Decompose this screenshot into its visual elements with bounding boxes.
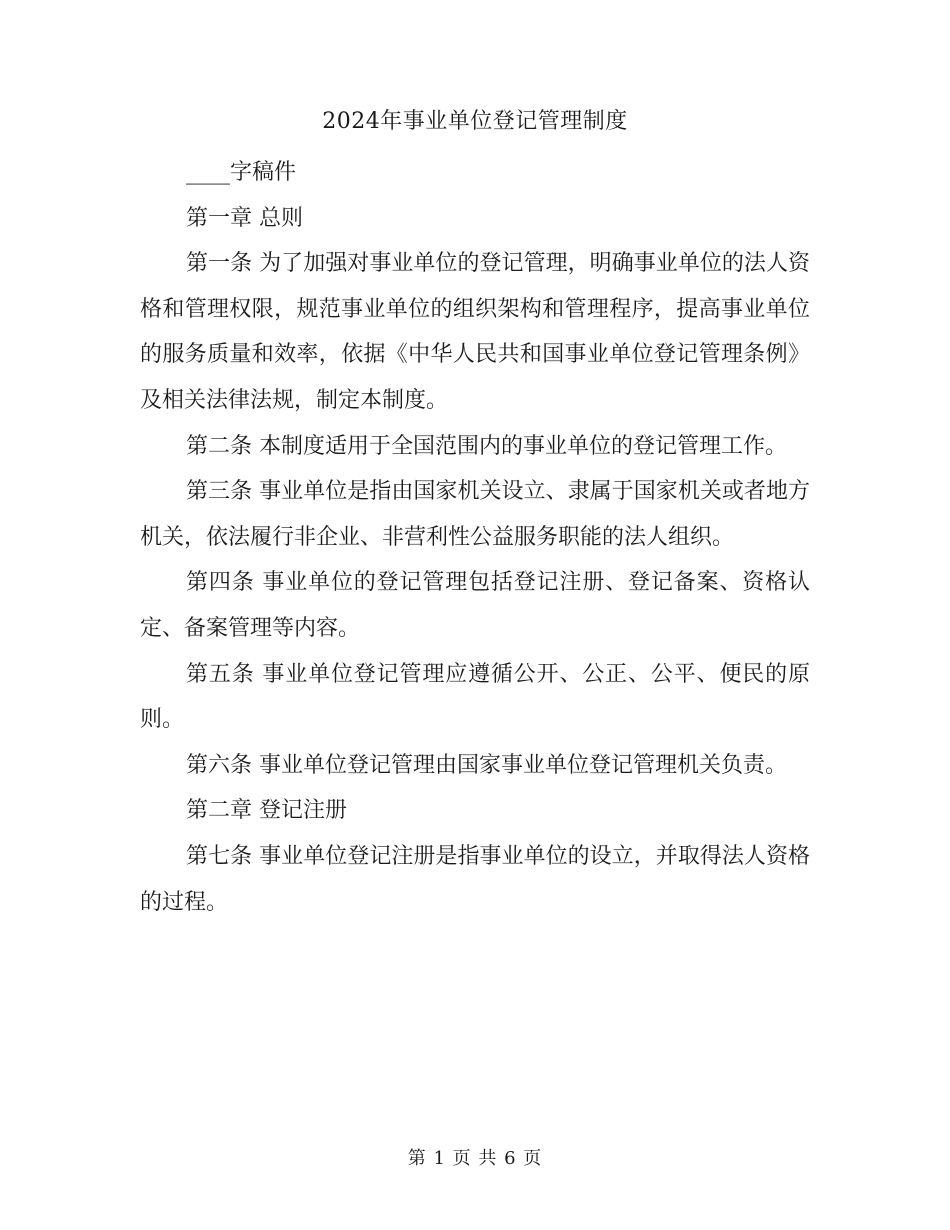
article-paragraph: 第二条 本制度适用于全国范围内的事业单位的登记管理工作。 (186, 433, 787, 459)
paragraph-subtitle: ____字稿件 (186, 160, 297, 185)
chapter-heading: 第二章 登记注册 (186, 798, 347, 824)
article-paragraph: 第一条 为了加强对事业单位的登记管理，明确事业单位的法人资格和管理权限，规范事业单位的组织架构和管理程序，提高事业单位的服务质量和效率，依据《中华人民共和国事业单位登记管理条例》及相关法律法规，制定本制度。 (140, 251, 810, 413)
page-footer: 第 1 页 共 6 页 (407, 1148, 543, 1169)
article-paragraph: 第三条 事业单位是指由国家机关设立、隶属于国家机关或者地方机关，依法履行非企业、非营利性公益服务职能的法人组织。 (140, 479, 810, 550)
article-paragraph: 第五条 事业单位登记管理应遵循公开、公正、公平、便民的原则。 (140, 661, 810, 733)
document-title: 2024年事业单位登记管理制度 (322, 109, 628, 134)
document-body (140, 150, 810, 925)
article-paragraph: 第四条 事业单位的登记管理包括登记注册、登记备案、资格认定、备案管理等内容。 (140, 570, 810, 641)
chapter-heading: 第一章 总则 (186, 205, 303, 231)
article-paragraph: 第六条 事业单位登记管理由国家事业单位登记管理机关负责。 (186, 752, 787, 778)
article-paragraph: 第七条 事业单位登记注册是指事业单位的设立，并取得法人资格的过程。 (140, 843, 810, 915)
